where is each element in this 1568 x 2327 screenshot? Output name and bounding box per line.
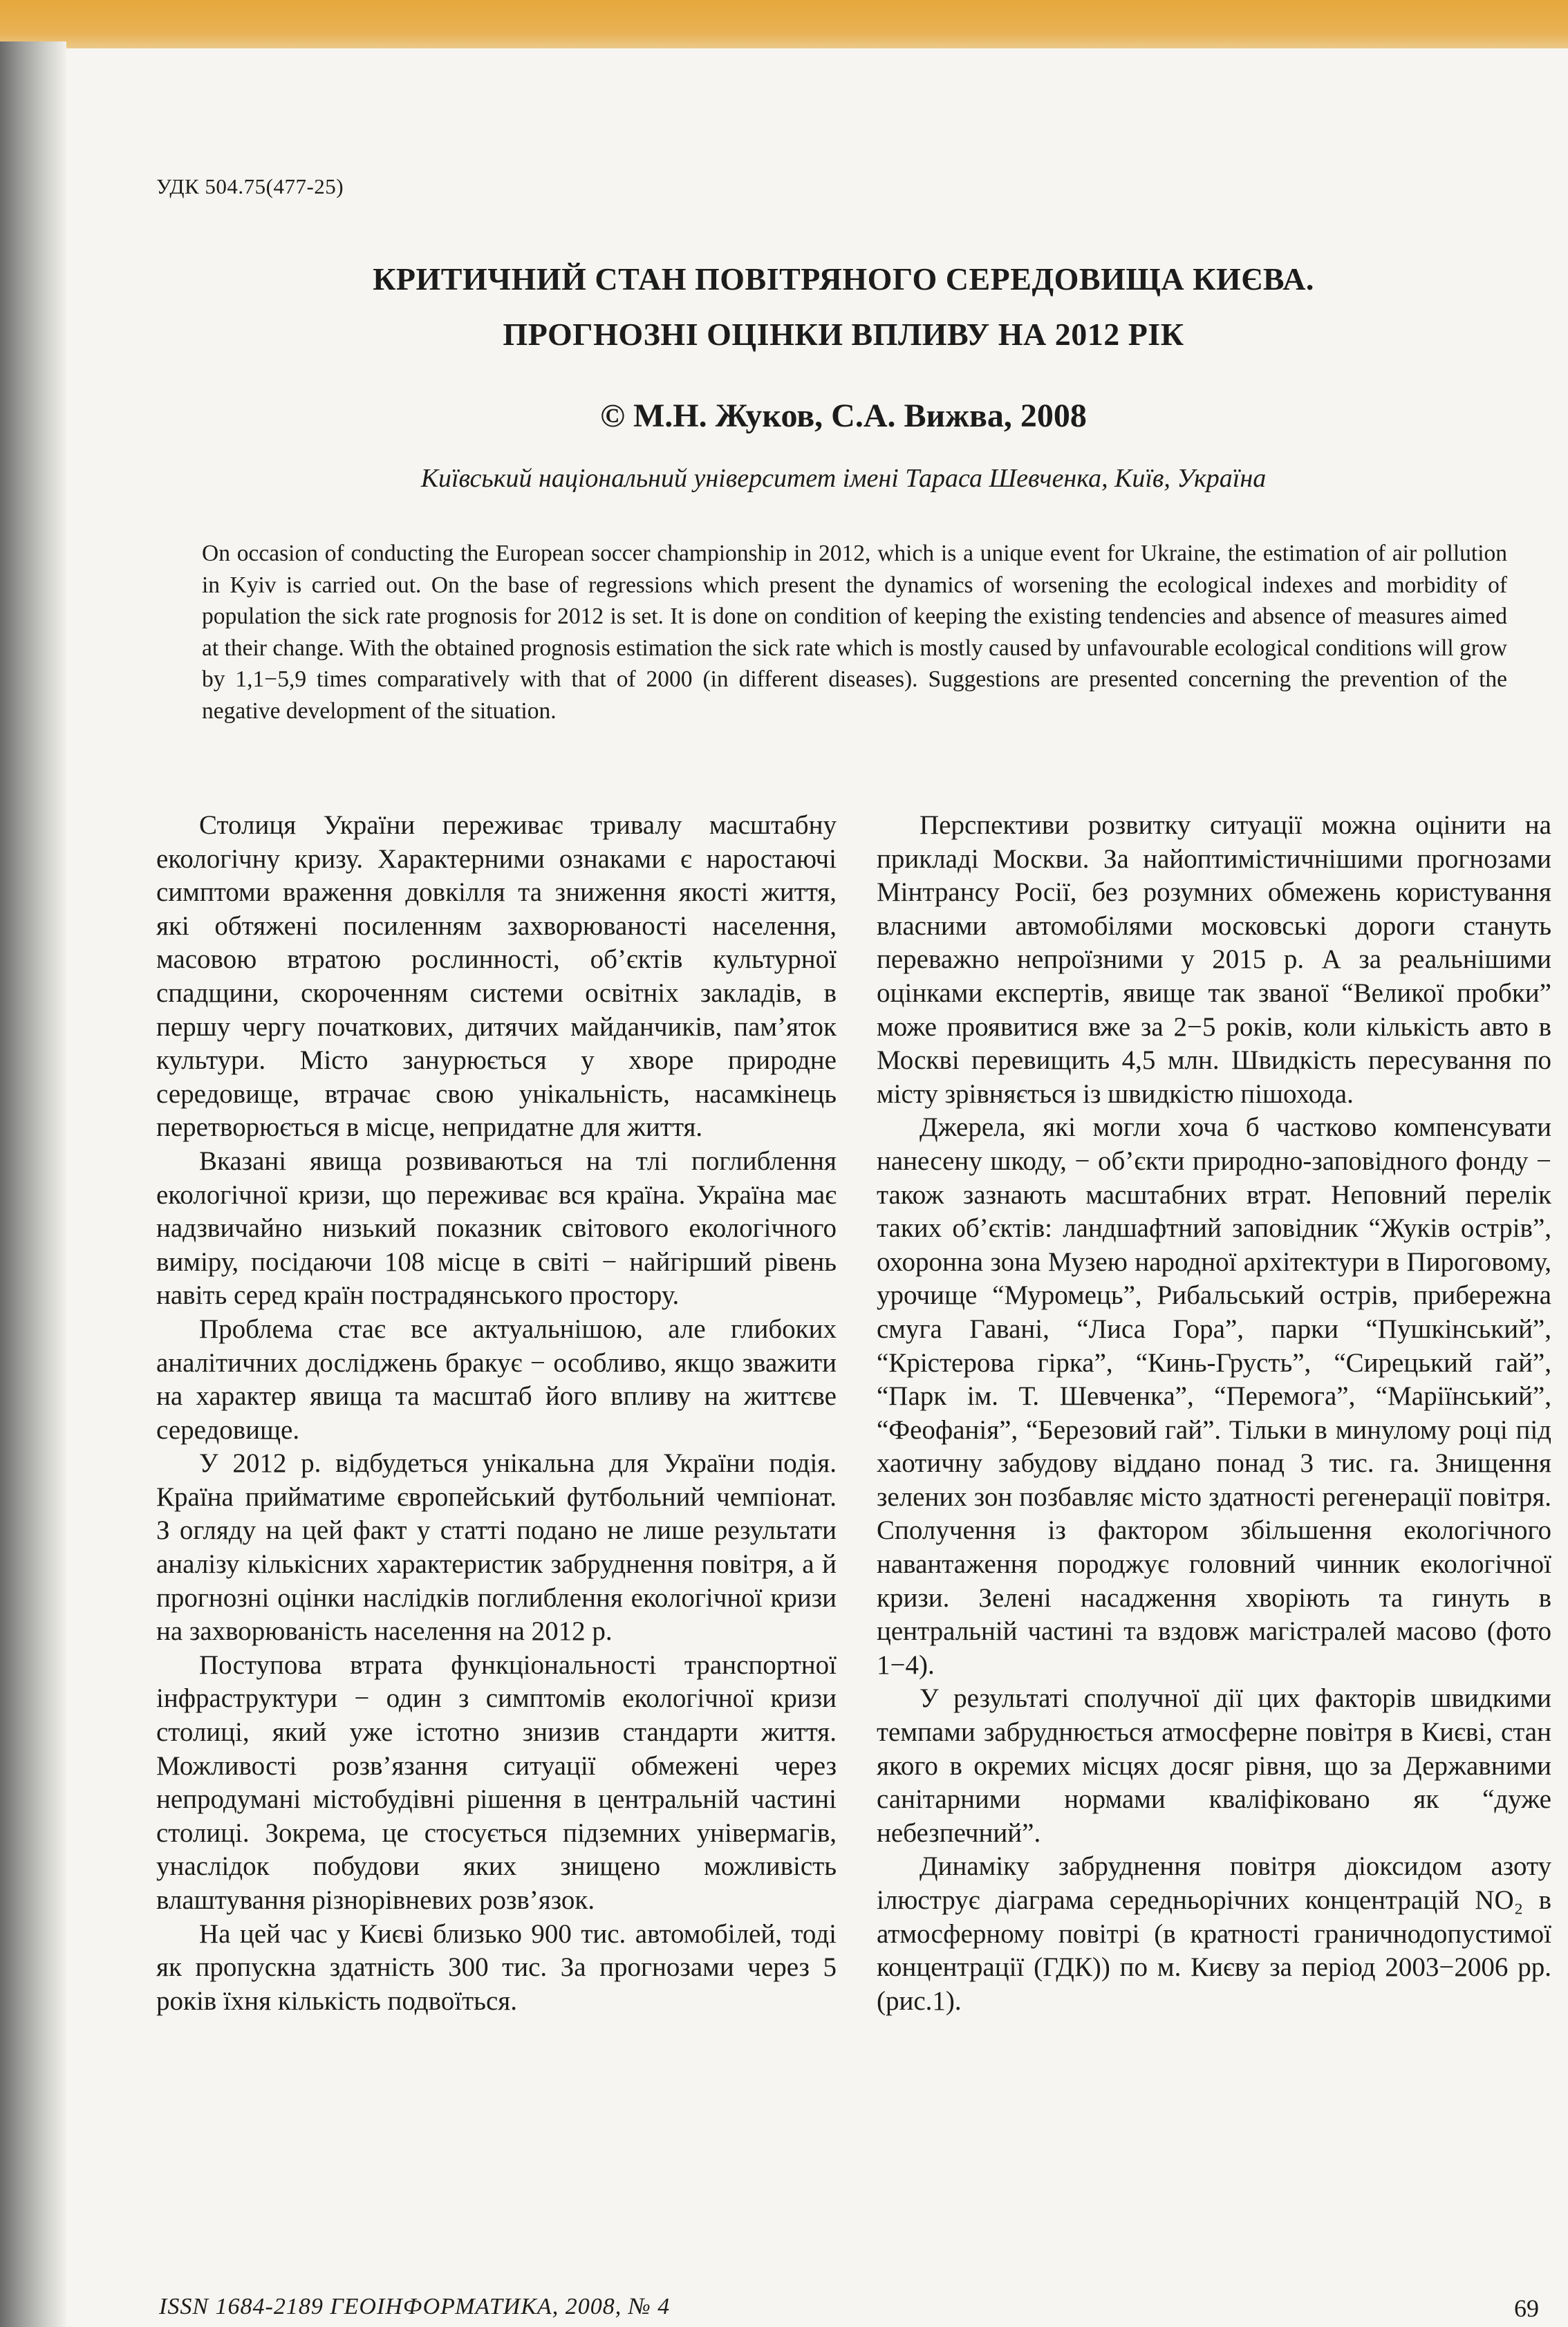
- page-number: 69: [1514, 2295, 1539, 2322]
- udk-code: УДК 504.75(477-25): [156, 174, 344, 198]
- paragraph: Перспективи розвитку ситуації можна оцінити на прикладі Москви. За найоптимістичнішими прогнозами Мінтрансу Росії, без розумних обмежень користування власними автомобілями московські дороги стануть переважно непроїзними у 2015 р. А за реальнішими оцінками експертів, явище так званої “Великої пробки” може проявитися вже за 2−5 років, коли кількість авто в Москві перевищить 4,5 млн. Швидкість пересування по місту зрівняється із швидкістю пішохода.: [877, 810, 1551, 1109]
- article-title: [138, 252, 1549, 362]
- body-column-left: [156, 809, 837, 2018]
- paragraph: У 2012 р. відбудеться унікальна для України подія. Країна прийматиме європейський футбольний чемпіонат. З огляду на цей факт у статті подано не лише результати аналізу кількісних характеристик забруднення повітря, а й прогнозні оцінки наслідків поглиблення екологічної кризи на захворюваність населення на 2012 р.: [156, 1448, 837, 1647]
- title-line-2: ПРОГНОЗНІ ОЦІНКИ ВПЛИВУ НА 2012 РІК: [503, 317, 1184, 352]
- journal-footer: ISSN 1684-2189 ГЕОІНФОРМАТИКА, 2008, № 4: [159, 2294, 671, 2319]
- body-column-right: [877, 809, 1551, 2018]
- authors: © М.Н. Жуков, С.А. Вижва, 2008: [600, 398, 1087, 434]
- paragraph: Вказані явища розвиваються на тлі поглиблення екологічної кризи, що переживає вся країна. Україна має надзвичайно низький показник світового екологічного виміру, посідаючи 108 місце в світі − найгірший рівень навіть серед країн пострадянського простору.: [156, 1146, 837, 1311]
- affiliation: Київський національний університет імені Тараса Шевченка, Київ, Україна: [420, 464, 1267, 493]
- paragraph: Проблема стає все актуальнішою, але глибоких аналітичних досліджень бракує − особливо, якщо зважити на характер явища та масштаб його впливу на життєве середовище.: [156, 1314, 837, 1445]
- paragraph: Джерела, які могли хоча б частково компенсувати нанесену шкоду, − об’єкти природно-заповідного фонду − також зазнають масштабних втрат. Неповний перелік таких об’єктів: ландшафтний заповідник “Жуків острів”, охоронна зона Музею народної архітектури в Пироговому, урочище “Муромець”, Рибальський острів, прибережна смуга Гавані, “Лиса Гора”, парки “Пушкінський”, “Крістерова гірка”, “Кинь-Грусть”, “Сирецький гай”, “Парк ім. Т. Шевченка”, “Перемога”, “Маріїнський”, “Феофанія”, “Березовий гай”. Тільки в минулому році під хаотичну забудову віддано понад 3 тис. га. Знищення зелених зон позбавляє місто здатності регенерації повітря. Сполучення із фактором збільшення екологічного навантаження породжує головний чинник екологічної кризи. Зелені насадження хворіють та гинуть в центральній частині та вздовж магістралей масово (фото 1−4).: [877, 1112, 1551, 1680]
- paragraph: Динаміку забруднення повітря діоксидом азоту ілюструє діаграма середньорічних концентрацій NO₂ в атмосферному повітрі (в кратності граничнодопустимої концентрації (ГДК)) по м. Києву за період 2003−2006 рр. (рис.1).: [877, 1851, 1551, 2016]
- abstract: On occasion of conducting the European soccer championship in 2012, which is a unique event for Ukraine, the estimation of air pollution in Kyiv is carried out. On the base of regressions which present the dynamics of worsening the ecological indexes and morbidity of population the sick rate prognosis for 2012 is set. It is done on condition of keeping the existing tendencies and absence of measures aimed at their change. With the obtained prognosis estimation the sick rate which is mostly caused by unfavourable ecological conditions will grow by 1,1−5,9 times comparatively with that of 2000 (in different diseases). Suggestions are presented concerning the prevention of the negative development of the situation.: [202, 541, 1507, 724]
- paragraph: Столиця України переживає тривалу масштабну екологічну кризу. Характерними ознаками є наростаючі симптоми враження довкілля та зниження якості життя, які обтяжені посиленням захворюваності населення, масовою втратою рослинності, об’єктів культурної спадщини, скороченням системи освітніх закладів, в першу чергу початкових, дитячих майданчиків, пам’яток культури. Місто занурюється у хворе природне середовище, втрачає свою унікальність, насамкінець перетворюється в місце, непридатне для життя.: [156, 810, 837, 1143]
- title-line-1: КРИТИЧНИЙ СТАН ПОВІТРЯНОГО СЕРЕДОВИЩА КИЄВА.: [373, 261, 1314, 297]
- scan-binding-shadow: [0, 41, 66, 2327]
- paragraph: На цей час у Києві близько 900 тис. автомобілей, тоді як пропускна здатність 300 тис. За прогнозами через 5 років їхня кількість подвоїться.: [156, 1918, 837, 2016]
- paragraph: У результаті сполучної дії цих факторів швидкими темпами забруднюється атмосферне повітря в Києві, стан якого в окремих місцях досяг рівня, що за Державними санітарними нормами кваліфіковано як “дуже небезпечний”.: [877, 1683, 1551, 1848]
- paragraph: Поступова втрата функціональності транспортної інфраструктури − один з симптомів екологічної кризи столиці, який уже істотно знизив стандарти життя. Можливості розв’язання ситуації обмежені через непродумані містобудівні рішення в центральній частині столиці. Зокрема, це стосується підземних універмагів, унаслідок побудови яких знищено можливість влаштування різнорівневих розв’язок.: [156, 1650, 837, 1915]
